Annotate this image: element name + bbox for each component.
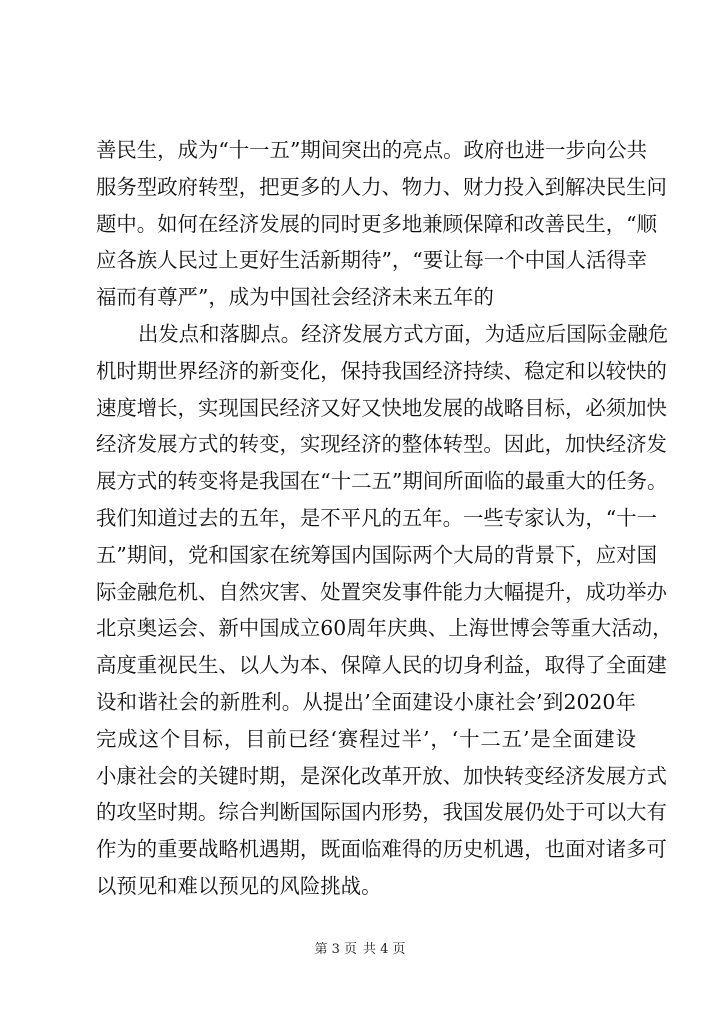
text-line: 福而有尊严”，成为中国社会经济未来五年的 (96, 285, 494, 310)
text-line: 际金融危机、自然灾害、处置突发事件能力大幅提升，成功举办 (96, 579, 667, 604)
text-line: 五”期间，党和国家在统筹国内国际两个大局的背景下，应对国 (96, 542, 657, 567)
text-line: 设和谐社会的新胜利。从提出’全面建设小康社会’到2020年 (96, 689, 636, 714)
document-body (96, 132, 673, 905)
page-number: 第 3 页 (314, 942, 357, 957)
text-line: 以预见和难以预见的风险挑战。 (96, 873, 382, 898)
page-footer (0, 938, 720, 957)
text-line: 题中。如何在经济发展的同时更多地兼顾保障和改善民生，“顺 (96, 211, 657, 236)
text-line: 的攻坚时期。综合判断国际国内形势，我国发展仍处于可以大有 (96, 800, 667, 825)
text-line: 善民生，成为“十一五”期间突出的亮点。政府也进一步向公共 (96, 138, 648, 162)
text-line: 完成这个目标，目前已经‘赛程过半’，‘十二五’是全面建设 (96, 726, 636, 751)
text-line: 服务型政府转型，把更多的人力、物力、财力投入到解决民生问 (96, 174, 667, 199)
text-line: 北京奥运会、新中国成立60周年庆典、上海世博会等重大活动， (96, 616, 673, 641)
text-line: 经济发展方式的转变，实现经济的整体转型。因此，加快经济发 (96, 432, 667, 457)
text-line: 速度增长，实现国民经济又好又快地发展的战略目标，必须加快 (96, 395, 667, 420)
page-total: 共 4 页 (363, 942, 406, 957)
text-line: 展方式的转变将是我国在“十二五”期间所面临的最重大的任务。 (96, 469, 668, 494)
text-line: 应各族人民过上更好生活新期待”，“要让每一个中国人活得幸 (96, 248, 648, 273)
text-line: 小康社会的关键时期，是深化改革开放、加快转变经济发展方式 (96, 763, 667, 788)
text-line: 我们知道过去的五年，是不平凡的五年。一些专家认为，“十一 (96, 505, 657, 530)
text-line: 高度重视民生、以人为本、保障人民的切身利益，取得了全面建 (96, 653, 667, 678)
text-line: 作为的重要战略机遇期，既面临难得的历史机遇，也面对诸多可 (96, 837, 667, 862)
paragraph-first-line: 出发点和落脚点。经济发展方式方面，为适应后国际金融危 (138, 321, 669, 346)
text-line: 机时期世界经济的新变化，保持我国经济持续、稳定和以较快的 (96, 358, 667, 383)
